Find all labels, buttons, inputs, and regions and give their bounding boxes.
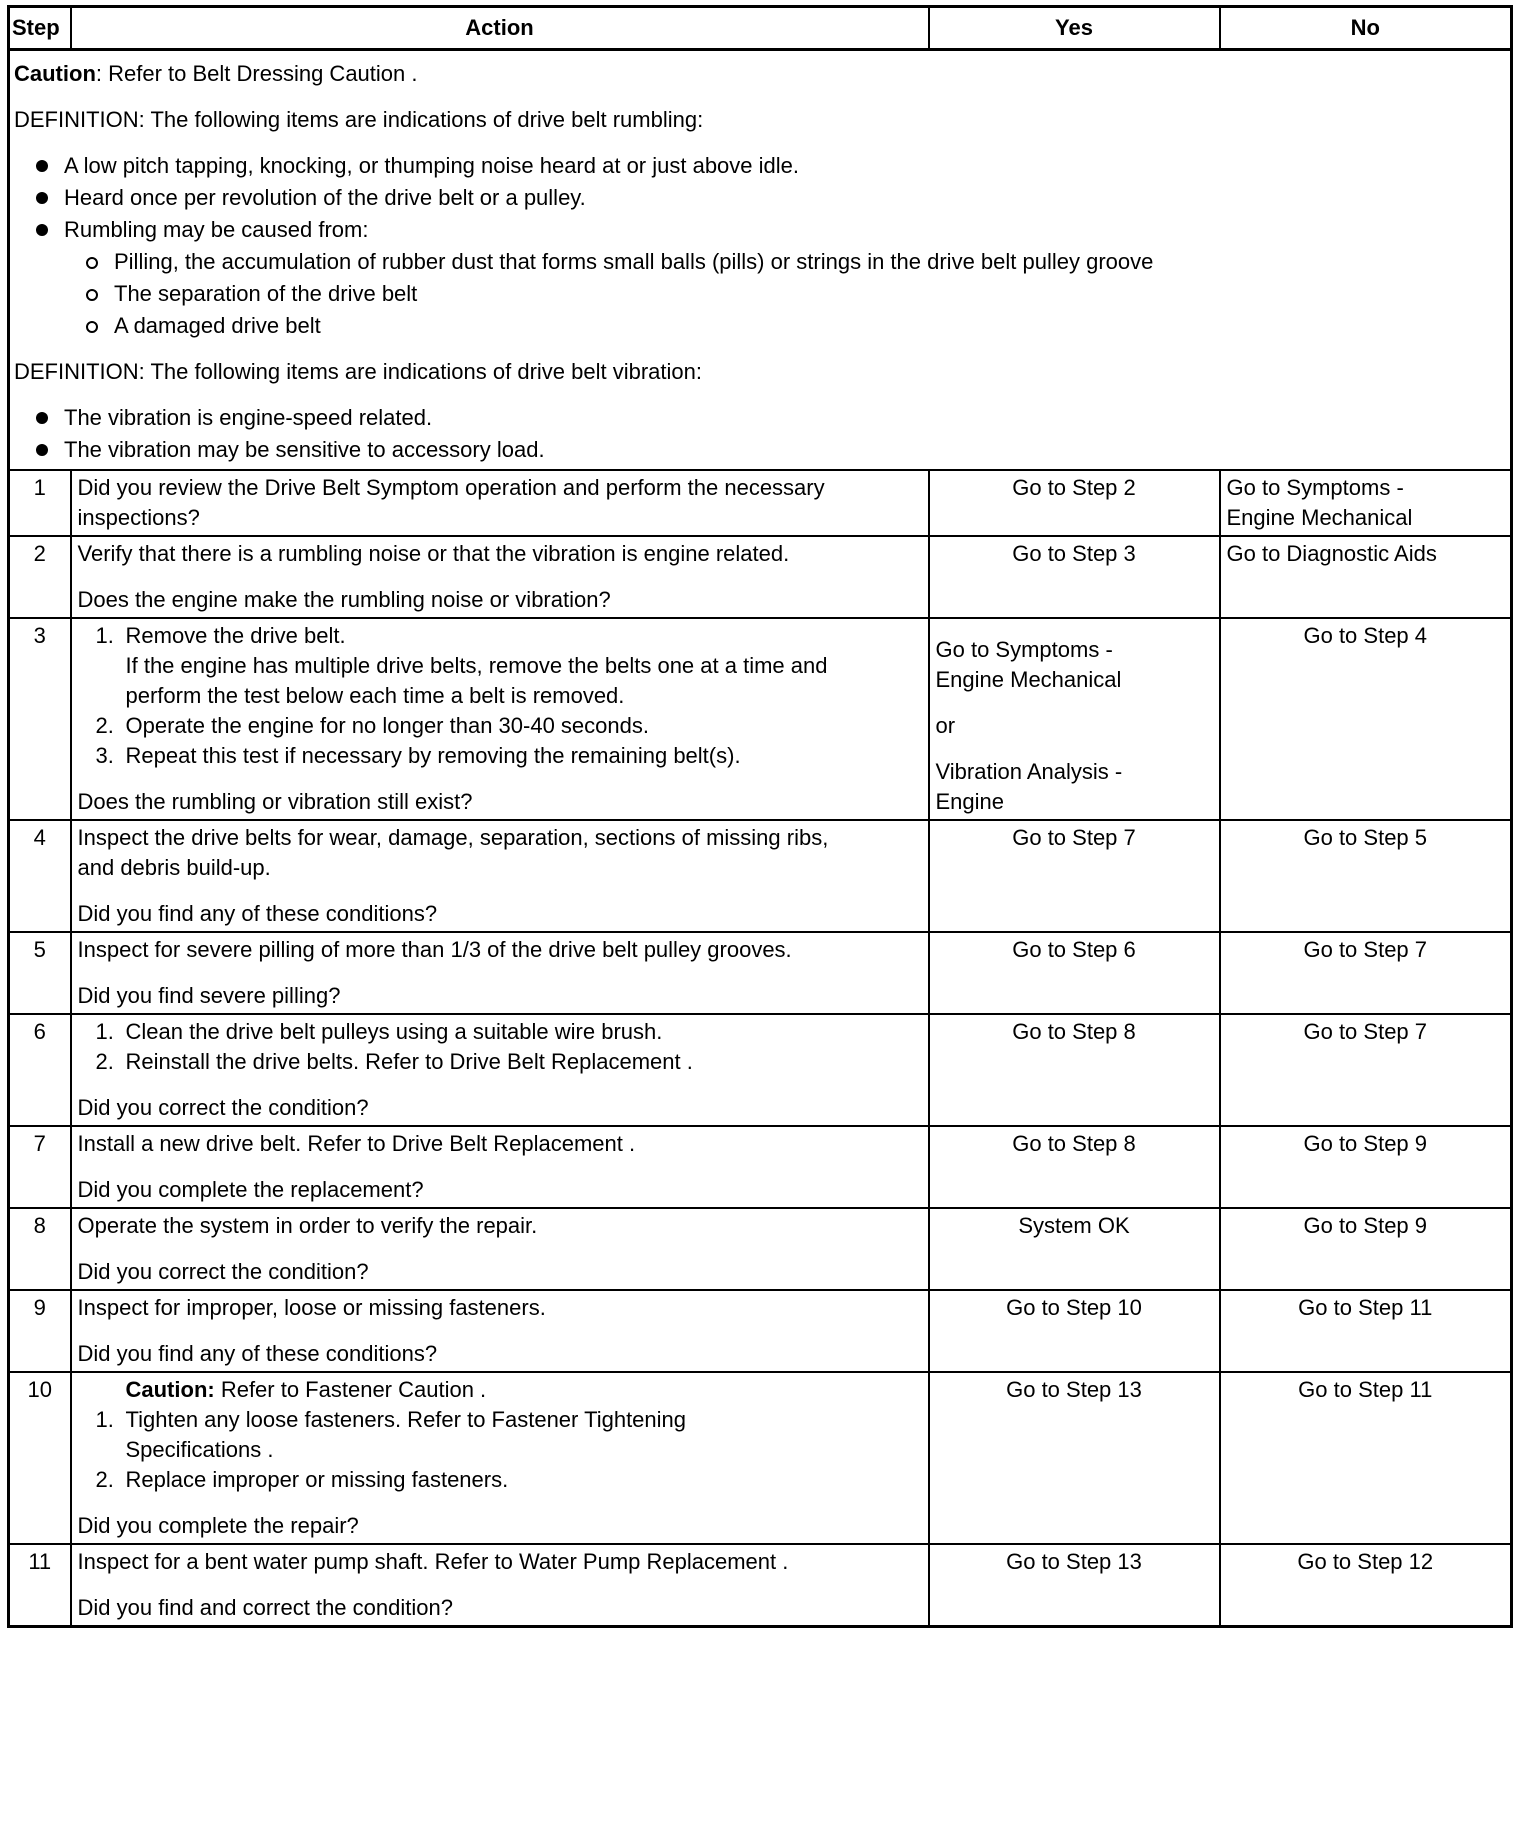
diagnostic-table-document	[7, 5, 1510, 1628]
caution-text: Refer to Fastener Caution .	[214, 1377, 487, 1402]
vibration-definition: DEFINITION: The following items are indications of drive belt vibration:	[14, 359, 702, 384]
numbered-step	[78, 1017, 922, 1047]
action-text: Operate the system in order to verify the repair.	[77, 1213, 538, 1238]
yes-result: Go to Step 8	[1012, 1131, 1136, 1156]
table-row	[9, 1372, 1512, 1544]
step-item-number: 3.	[95, 743, 114, 768]
step-number: 4	[9, 820, 71, 932]
action-cell	[71, 1014, 929, 1126]
step-item-number: 1.	[95, 623, 114, 648]
action-text: Inspect for severe pilling of more than 1/3 of the drive belt pulley grooves.	[77, 937, 792, 962]
no-cell	[1220, 1014, 1512, 1126]
numbered-steps	[78, 1405, 922, 1495]
action-text: Inspect for a bent water pump shaft. Refer to Water Pump Replacement .	[77, 1549, 789, 1574]
no-result: Go to Step 12	[1297, 1549, 1434, 1574]
rumbling-list	[14, 151, 1504, 341]
step-number: 5	[9, 932, 71, 1014]
no-cell	[1220, 1208, 1512, 1290]
no-cell	[1220, 820, 1512, 932]
yes-cell	[929, 932, 1220, 1014]
fastener-caution	[78, 1375, 922, 1405]
yes-result: Go to Step 3	[1012, 541, 1136, 566]
action-question: Did you complete the repair?	[77, 1513, 359, 1538]
no-cell	[1220, 1126, 1512, 1208]
step-item-text: Remove the drive belt.	[125, 623, 346, 648]
yes-result: Go to Step 10	[1006, 1295, 1142, 1320]
intro-cell	[9, 50, 1512, 471]
action-question: Does the engine make the rumbling noise or vibration?	[77, 587, 611, 612]
no-result: Go to Step 9	[1303, 1131, 1428, 1156]
no-cell	[1220, 1544, 1512, 1627]
step-number: 9	[9, 1290, 71, 1372]
action-cell	[71, 1290, 929, 1372]
step-number: 6	[9, 1014, 71, 1126]
no-cell	[1220, 618, 1512, 820]
header-no: No	[1220, 7, 1512, 50]
yes-result: Go to Step 6	[1012, 937, 1136, 962]
table-row	[9, 470, 1512, 536]
yes-cell	[929, 618, 1220, 820]
action-text: Verify that there is a rumbling noise or that the vibration is engine related.	[77, 541, 790, 566]
action-cell	[71, 1544, 929, 1627]
action-question: Did you correct the condition?	[77, 1095, 369, 1120]
action-cell	[71, 1126, 929, 1208]
yes-cell	[929, 1372, 1220, 1544]
numbered-step	[78, 621, 922, 711]
yes-result: Go to Step 13	[1006, 1549, 1142, 1574]
table-row	[9, 536, 1512, 618]
list-item	[14, 215, 1504, 341]
table-row	[9, 932, 1512, 1014]
no-cell	[1220, 470, 1512, 536]
caution-text: : Refer to Belt Dressing Caution .	[95, 61, 418, 86]
action-cell	[71, 932, 929, 1014]
step-number: 8	[9, 1208, 71, 1290]
action-text: Install a new drive belt. Refer to Drive Belt Replacement .	[77, 1131, 636, 1156]
step-item-text: Clean the drive belt pulleys using a suitable wire brush.	[125, 1019, 663, 1044]
step-item-subtext: If the engine has multiple drive belts, remove the belts one at a time and perform the test below each time a belt is removed.	[125, 653, 828, 708]
sub-list-item: Pilling, the accumulation of rubber dust that forms small balls (pills) or strings in the drive belt pulley groove	[64, 247, 1504, 277]
table-row	[9, 618, 1512, 820]
numbered-step	[78, 1047, 922, 1077]
numbered-steps	[78, 1017, 922, 1077]
yes-result-line: Vibration Analysis -	[935, 759, 1123, 784]
yes-result-line: Engine Mechanical	[935, 667, 1122, 692]
no-result: Go to Step 11	[1298, 1377, 1433, 1402]
step-item-text: Repeat this test if necessary by removing the remaining belt(s).	[125, 743, 741, 768]
action-question: Did you find any of these conditions?	[77, 901, 438, 926]
yes-cell	[929, 470, 1220, 536]
yes-result: Go to Step 2	[1012, 475, 1136, 500]
step-item-text: Operate the engine for no longer than 30-40 seconds.	[125, 713, 649, 738]
no-cell	[1220, 536, 1512, 618]
rumbling-causes-list	[64, 247, 1504, 341]
step-item-number: 2.	[95, 1467, 114, 1492]
table-row	[9, 1014, 1512, 1126]
no-result: Go to Step 7	[1303, 937, 1428, 962]
yes-cell	[929, 1014, 1220, 1126]
action-cell	[71, 470, 929, 536]
action-question: Does the rumbling or vibration still exist?	[77, 789, 473, 814]
numbered-step	[78, 1405, 922, 1465]
action-cell	[71, 1372, 929, 1544]
diagnostic-table	[7, 5, 1513, 1628]
yes-cell	[929, 820, 1220, 932]
step-item-number: 1.	[95, 1407, 114, 1432]
action-cell	[71, 1208, 929, 1290]
yes-result: Go to Step 8	[1012, 1019, 1136, 1044]
no-result: Go to Step 11	[1298, 1295, 1433, 1320]
action-question: Did you find and correct the condition?	[77, 1595, 453, 1620]
action-question: Did you find any of these conditions?	[77, 1341, 438, 1366]
yes-cell	[929, 1290, 1220, 1372]
action-cell	[71, 536, 929, 618]
no-result: Go to Diagnostic Aids	[1226, 541, 1437, 566]
belt-dressing-caution	[14, 59, 1504, 89]
action-question: Did you find severe pilling?	[77, 983, 341, 1008]
table-header-row	[9, 7, 1512, 50]
header-yes: Yes	[929, 7, 1220, 50]
step-number: 7	[9, 1126, 71, 1208]
yes-result-or: or	[935, 713, 956, 738]
yes-cell	[929, 1544, 1220, 1627]
numbered-step	[78, 1465, 922, 1495]
step-item-text: Reinstall the drive belts. Refer to Drive Belt Replacement .	[125, 1049, 693, 1074]
numbered-steps	[78, 621, 922, 771]
step-item-number: 1.	[95, 1019, 114, 1044]
header-step: Step	[9, 7, 71, 50]
action-question: Did you correct the condition?	[77, 1259, 369, 1284]
no-cell	[1220, 1290, 1512, 1372]
step-item-number: 2.	[95, 1049, 114, 1074]
caution-label: Caution:	[125, 1377, 215, 1402]
table-row	[9, 1208, 1512, 1290]
step-item-text: Replace improper or missing fasteners.	[125, 1467, 509, 1492]
yes-result-line: Go to Symptoms -	[935, 637, 1113, 662]
action-question: Did you complete the replacement?	[77, 1177, 424, 1202]
step-number: 11	[9, 1544, 71, 1627]
step-number: 10	[9, 1372, 71, 1544]
table-row	[9, 820, 1512, 932]
action-text: Inspect the drive belts for wear, damage, separation, sections of missing ribs, and debris build-up.	[77, 825, 829, 880]
no-result: Go to Step 5	[1303, 825, 1428, 850]
action-text: Inspect for improper, loose or missing fasteners.	[77, 1295, 546, 1320]
numbered-step	[78, 711, 922, 741]
no-cell	[1220, 932, 1512, 1014]
list-item: The vibration is engine-speed related.	[14, 403, 1504, 433]
rumbling-definition: DEFINITION: The following items are indications of drive belt rumbling:	[14, 107, 704, 132]
yes-cell	[929, 536, 1220, 618]
table-row	[9, 1290, 1512, 1372]
yes-cell	[929, 1208, 1220, 1290]
list-item-text: Rumbling may be caused from:	[64, 217, 369, 242]
header-action: Action	[71, 7, 929, 50]
step-item-number: 2.	[95, 713, 114, 738]
no-result: Go to Step 7	[1303, 1019, 1428, 1044]
sub-list-item: The separation of the drive belt	[64, 279, 1504, 309]
yes-result: System OK	[1018, 1213, 1130, 1238]
table-row	[9, 1126, 1512, 1208]
step-number: 2	[9, 536, 71, 618]
intro-row	[9, 50, 1512, 471]
numbered-step	[78, 741, 922, 771]
action-cell	[71, 820, 929, 932]
action-cell	[71, 618, 929, 820]
table-row	[9, 1544, 1512, 1627]
yes-result-block	[936, 635, 1213, 817]
caution-label: Caution	[14, 61, 96, 86]
yes-result: Go to Step 7	[1012, 825, 1136, 850]
list-item: The vibration may be sensitive to accessory load.	[14, 435, 1504, 465]
step-number: 1	[9, 470, 71, 536]
step-number: 3	[9, 618, 71, 820]
action-text: Did you review the Drive Belt Symptom operation and perform the necessary inspections?	[77, 475, 825, 530]
no-result-line: Go to Symptoms -	[1226, 475, 1404, 500]
no-result: Go to Step 9	[1303, 1213, 1428, 1238]
yes-result-line: Engine	[935, 789, 1005, 814]
step-item-text: Tighten any loose fasteners. Refer to Fastener Tightening Specifications .	[125, 1407, 687, 1462]
no-result: Go to Step 4	[1303, 623, 1428, 648]
list-item: A low pitch tapping, knocking, or thumping noise heard at or just above idle.	[14, 151, 1504, 181]
vibration-list	[14, 403, 1504, 465]
yes-cell	[929, 1126, 1220, 1208]
no-cell	[1220, 1372, 1512, 1544]
sub-list-item: A damaged drive belt	[64, 311, 1504, 341]
yes-result: Go to Step 13	[1006, 1377, 1142, 1402]
list-item: Heard once per revolution of the drive belt or a pulley.	[14, 183, 1504, 213]
no-result-line: Engine Mechanical	[1226, 505, 1413, 530]
